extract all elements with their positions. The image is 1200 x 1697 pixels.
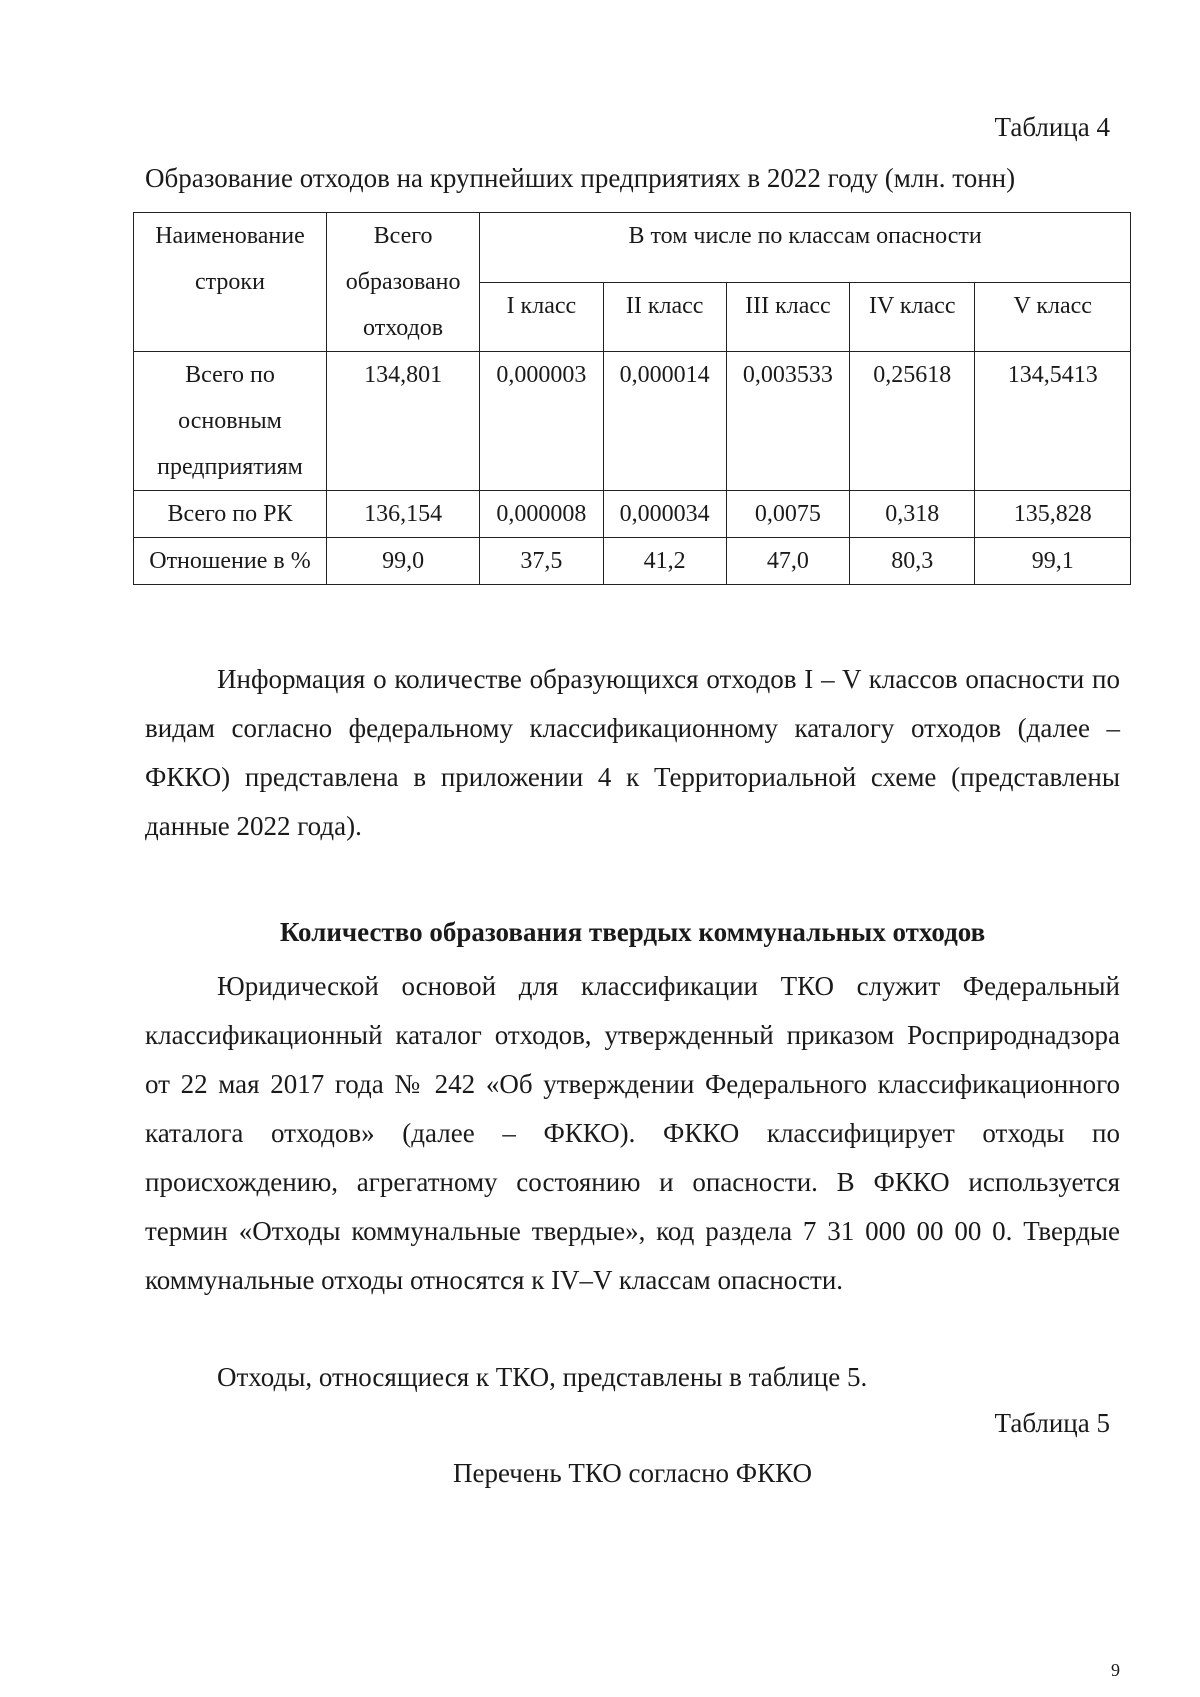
cell-total: 136,154 — [326, 491, 479, 538]
cell-total: 134,801 — [326, 352, 479, 491]
cell-class-1: 0,000003 — [480, 352, 603, 491]
cell-class-2: 0,000014 — [603, 352, 726, 491]
paragraph-legal — [145, 962, 1120, 1305]
cell-class-1: 0,000008 — [480, 491, 603, 538]
header-class-5: V класс — [975, 282, 1131, 352]
table-4-title: Образование отходов на крупнейших предприятиях в 2022 году (млн. тонн) — [145, 163, 1016, 193]
cell-class-3: 0,003533 — [726, 352, 849, 491]
header-class-4: IV класс — [850, 282, 975, 352]
paragraph-ref-text: Отходы, относящиеся к ТКО, представлены в таблице 5. — [217, 1362, 868, 1392]
header-hazard-group: В том числе по классам опасности — [480, 213, 1131, 283]
header-row-name: Наименование строки — [134, 213, 327, 352]
table-header-row — [134, 213, 1131, 283]
section-heading: Количество образования твердых коммунальных отходов — [279, 917, 986, 947]
cell-class-4: 80,3 — [850, 538, 975, 585]
table-4-label: Таблица 4 — [994, 112, 1110, 142]
header-class-1: I класс — [480, 282, 603, 352]
table-row — [134, 352, 1131, 491]
cell-class-3: 47,0 — [726, 538, 849, 585]
header-class-3: III класс — [726, 282, 849, 352]
paragraph-info-text: Информация о количестве образующихся отходов I – V классов опасности по видам согласно федеральному классификационному каталогу отходов (далее – ФККО) представлена в приложении 4 к Территориальной схеме (представлены данные 2022 года). — [145, 664, 1120, 841]
cell-class-2: 41,2 — [603, 538, 726, 585]
paragraph-legal-text: Юридической основой для классификации ТКО служит Федеральный классификационный каталог отходов, утвержденный приказом Росприроднадзора от 22 мая 2017 года № 242 «Об утверждении Федерального классификационного каталога отходов» (далее – ФККО). ФККО классифицирует отходы по происхождению, агрегатному состоянию и опасности. В ФККО используется термин «Отходы коммунальные твердые», код раздела 7 31 000 00 00 0. Твердые коммунальные отходы относятся к IV–V классам опасности. — [145, 971, 1120, 1295]
paragraph-ref — [145, 1353, 1120, 1402]
paragraph-info — [145, 655, 1120, 851]
header-class-2: II класс — [603, 282, 726, 352]
cell-class-4: 0,25618 — [850, 352, 975, 491]
cell-class-1: 37,5 — [480, 538, 603, 585]
cell-total: 99,0 — [326, 538, 479, 585]
cell-class-5: 99,1 — [975, 538, 1131, 585]
row-name: Всего по основным предприятиям — [134, 352, 327, 491]
page-number: 9 — [1111, 1660, 1120, 1680]
cell-class-3: 0,0075 — [726, 491, 849, 538]
header-total: Всего образовано отходов — [326, 213, 479, 352]
cell-class-5: 135,828 — [975, 491, 1131, 538]
cell-class-4: 0,318 — [850, 491, 975, 538]
waste-generation-table — [133, 212, 1131, 585]
cell-class-5: 134,5413 — [975, 352, 1131, 491]
table-5-title: Перечень ТКО согласно ФККО — [453, 1458, 812, 1488]
table-row — [134, 491, 1131, 538]
cell-class-2: 0,000034 — [603, 491, 726, 538]
row-name: Всего по РК — [134, 491, 327, 538]
table-row — [134, 538, 1131, 585]
row-name: Отношение в % — [134, 538, 327, 585]
table-5-label: Таблица 5 — [994, 1408, 1110, 1438]
